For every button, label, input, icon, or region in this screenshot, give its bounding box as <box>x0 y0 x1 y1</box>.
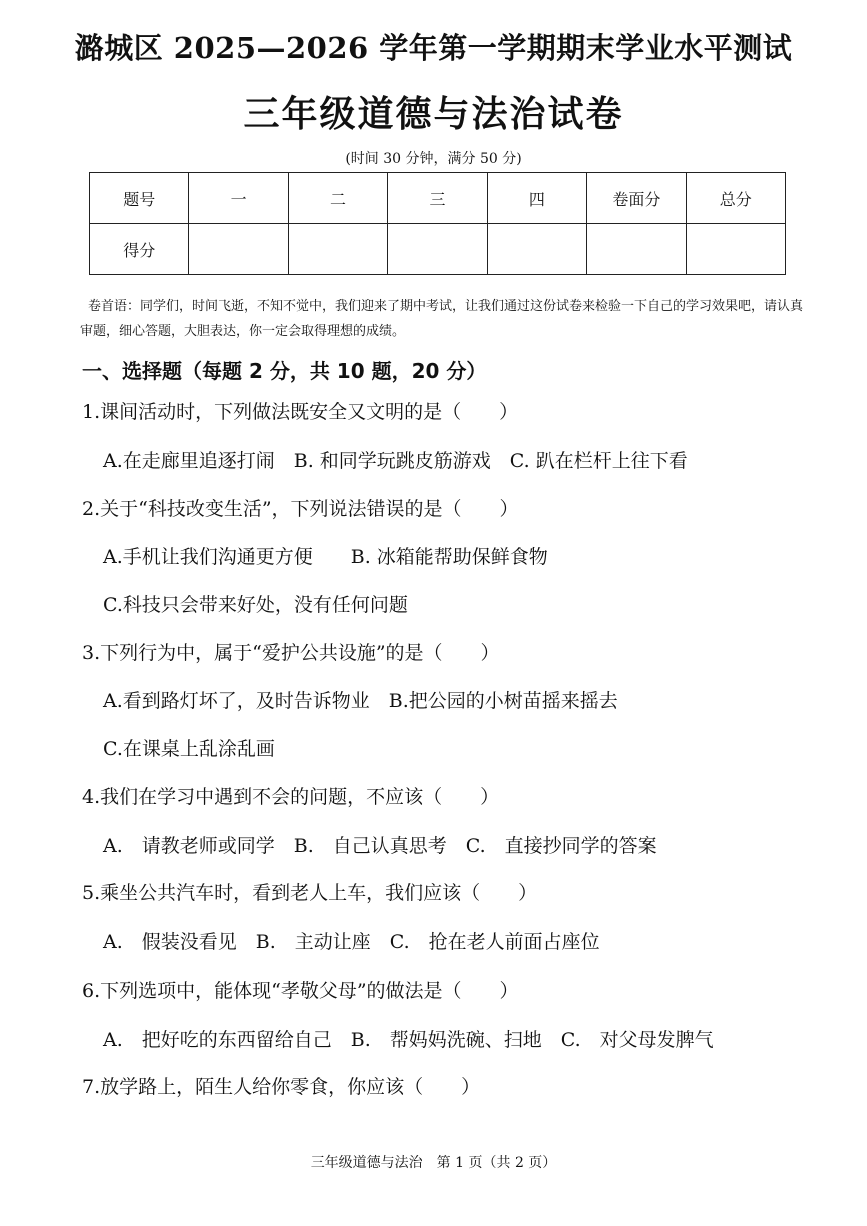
question-options: A.手机让我们沟通更方便 B. 冰箱能帮助保鲜食物 <box>103 546 548 568</box>
score-cell-blank <box>189 224 288 275</box>
score-header-cell: 一 <box>189 173 288 224</box>
score-table-score-row <box>90 224 786 275</box>
score-cell-blank <box>686 224 785 275</box>
exam-title: 潞城区 2025—2026 学年第一学期期末学业水平测试 <box>74 31 793 65</box>
question-stem: 3.下列行为中，属于“爱护公共设施”的是（ ） <box>82 642 500 664</box>
score-header-cell: 四 <box>487 173 586 224</box>
score-table-header-row <box>90 173 786 224</box>
score-header-cell: 卷面分 <box>587 173 686 224</box>
score-cell-blank <box>388 224 487 275</box>
score-header-cell: 三 <box>388 173 487 224</box>
time-note: (时间 30 分钟，满分 50 分) <box>345 151 522 167</box>
question-options: A.在走廊里追逐打闹 B. 和同学玩跳皮筋游戏 C. 趴在栏杆上往下看 <box>103 450 688 472</box>
section-title-choice: 一、选择题（每题 2 分，共 10 题，20 分） <box>82 359 487 383</box>
score-header-cell: 题号 <box>90 173 189 224</box>
page-footer: 三年级道德与法治 第 1 页（共 2 页） <box>310 1155 557 1171</box>
question-options: C.科技只会带来好处，没有任何问题 <box>103 594 408 616</box>
question-options: A.看到路灯坏了，及时告诉物业 B.把公园的小树苗摇来摇去 <box>103 690 618 712</box>
question-options: A. 请教老师或同学 B. 自己认真思考 C. 直接抄同学的答案 <box>103 835 657 857</box>
score-header-cell: 二 <box>288 173 387 224</box>
score-cell-blank <box>487 224 586 275</box>
score-table <box>89 172 786 275</box>
score-row-label: 得分 <box>90 224 189 275</box>
score-header-cell: 总分 <box>686 173 785 224</box>
question-stem: 7.放学路上，陌生人给你零食，你应该（ ） <box>82 1076 481 1098</box>
question-stem: 2.关于“科技改变生活”，下列说法错误的是（ ） <box>82 498 519 520</box>
question-stem: 1.课间活动时，下列做法既安全又文明的是（ ） <box>82 401 519 423</box>
question-stem: 4.我们在学习中遇到不会的问题，不应该（ ） <box>82 786 500 808</box>
preface-text: 卷首语：同学们，时间飞逝，不知不觉中，我们迎来了期中考试，让我们通过这份试卷来检验一下自己的学习效果吧，请认真审题，细心答题，大胆表达，你一定会取得理想的成绩。 <box>80 299 804 339</box>
question-stem: 6.下列选项中，能体现“孝敬父母”的做法是（ ） <box>82 980 519 1002</box>
score-cell-blank <box>288 224 387 275</box>
question-options: A. 假装没看见 B. 主动让座 C. 抢在老人前面占座位 <box>103 931 600 953</box>
question-options: A. 把好吃的东西留给自己 B. 帮妈妈洗碗、扫地 C. 对父母发脾气 <box>103 1029 714 1051</box>
exam-subject-title: 三年级道德与法治试卷 <box>243 93 624 135</box>
question-stem: 5.乘坐公共汽车时，看到老人上车，我们应该（ ） <box>82 882 538 904</box>
score-cell-blank <box>587 224 686 275</box>
question-options: C.在课桌上乱涂乱画 <box>103 738 275 760</box>
